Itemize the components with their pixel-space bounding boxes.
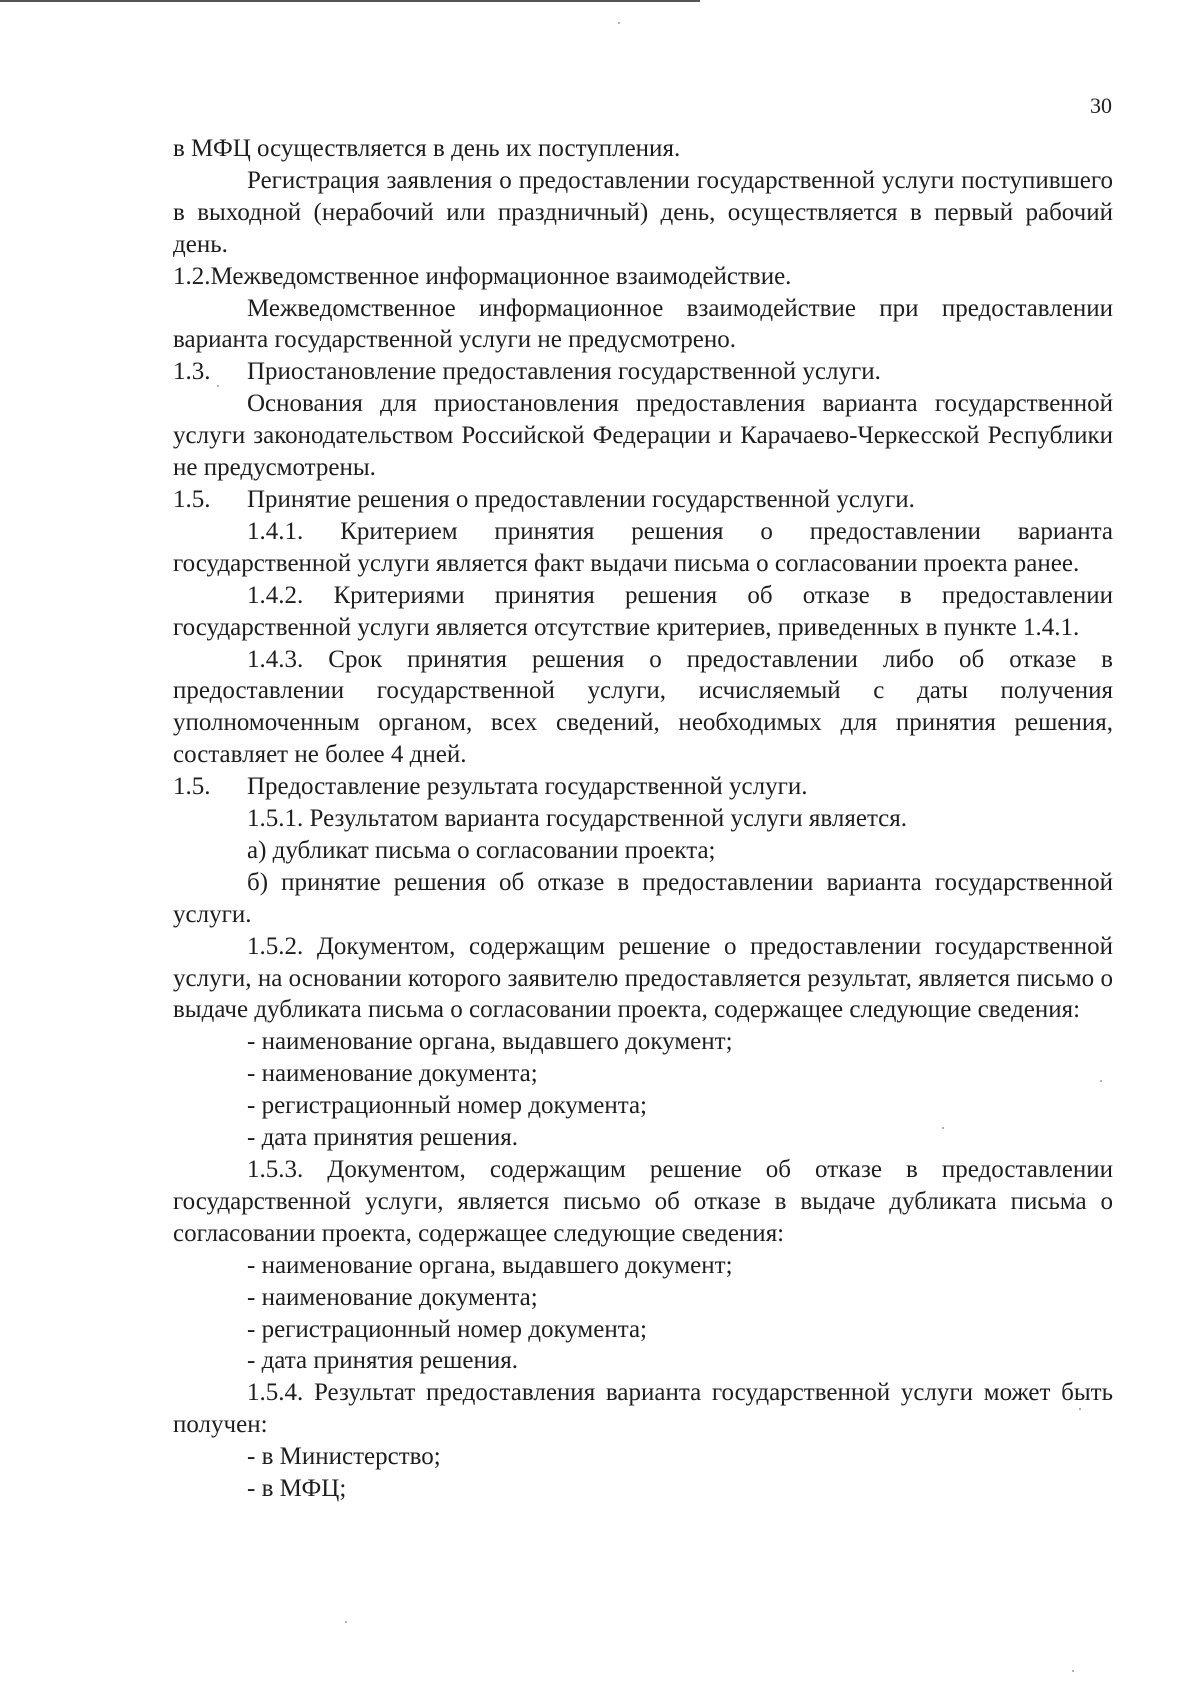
paragraph: [173, 1314, 1113, 1346]
paragraph-text: - регистрационный номер документа;: [247, 1315, 647, 1343]
paragraph: [173, 388, 1113, 484]
paragraph-text: Приостановление предоставления государственной услуги.: [247, 358, 881, 386]
paragraph: [173, 771, 1113, 803]
paragraph-text: - наименование органа, выдавшего документ;: [247, 1028, 733, 1056]
paragraph: [173, 1058, 1113, 1090]
section-number: 1.5.: [173, 773, 211, 801]
paragraph: [173, 1345, 1113, 1377]
paragraph-text: Предоставление результата государственной услуги.: [247, 773, 808, 801]
paragraph: [173, 133, 1113, 165]
paragraph-text: - наименование органа, выдавшего документ;: [247, 1251, 733, 1279]
paragraph-text: - наименование документа;: [247, 1283, 538, 1311]
paragraph-text: 1.2.Межведомственное информационное взаимодействие.: [173, 262, 792, 290]
paragraph-text: а) дубликат письма о согласовании проекта;: [247, 836, 716, 864]
paragraph: [173, 931, 1113, 1027]
paragraph: [173, 1441, 1113, 1473]
paragraph: [173, 867, 1113, 931]
paragraph-text: в МФЦ осуществляется в день их поступления.: [173, 135, 681, 162]
paragraph: [173, 356, 1113, 388]
scan-edge-line: [0, 0, 700, 2]
paragraph-text: Регистрация заявления о предоставлении государственной услуги поступившего в выходной (нерабочий или праздничный) день, осуществляется в первый рабочий день.: [173, 166, 1113, 258]
paragraph: [173, 803, 1113, 835]
paragraph-text: - наименование документа;: [247, 1060, 538, 1088]
paragraph-text: 1.5.4. Результат предоставления варианта государственной услуги может быть получен:: [173, 1379, 1113, 1439]
paragraph-text: Принятие решения о предоставлении государственной услуги.: [247, 485, 915, 513]
paragraph: [173, 1377, 1113, 1441]
paragraph-text: б) принятие решения об отказе в предоставлении варианта государственной услуги.: [173, 868, 1113, 928]
paragraph: [173, 580, 1113, 644]
scan-speck: [345, 1621, 347, 1623]
paragraph-text: 1.4.1. Критерием принятия решения о предоставлении варианта государственной услуги является факт выдачи письма о согласовании проекта ранее.: [173, 517, 1113, 577]
paragraph-text: 1.4.3. Срок принятия решения о предоставлении либо об отказе в предоставлении государственной услуги, исчисляемый с даты получения уполномоченным органом, всех сведений, необходимых для принятия решения, составляет не более 4 дней.: [173, 645, 1113, 769]
paragraph-text: - регистрационный номер документа;: [247, 1092, 647, 1120]
section-number: 1.3.: [173, 358, 211, 386]
paragraph: [173, 644, 1113, 772]
paragraph: [173, 1026, 1113, 1058]
paragraph-text: - в МФЦ;: [247, 1475, 347, 1503]
paragraph-text: - в Министерство;: [247, 1443, 441, 1471]
paragraph-text: Межведомственное информационное взаимодействие при предоставлении варианта государственной услуги не предусмотрено.: [173, 294, 1113, 354]
paragraph: [173, 1282, 1113, 1314]
paragraph-text: 1.5.3. Документом, содержащим решение об отказе в предоставлении государственной услуги, является письмо об отказе в выдаче дубликата письма о согласовании проекта, содержащее следующие сведения:: [173, 1156, 1113, 1247]
paragraph: [173, 835, 1113, 867]
page-number: 30: [1090, 93, 1112, 118]
paragraph-text: 1.5.2. Документом, содержащим решение о предоставлении государственной услуги, на основании которого заявителю предоставляется результат, является письмо о выдаче дубликата письма о согласовании проекта, содержащее следующие сведения:: [173, 932, 1113, 1024]
scan-speck: [1072, 1670, 1074, 1672]
paragraph: [173, 1154, 1113, 1250]
paragraph-text: 1.4.2. Критериями принятия решения об отказе в предоставлении государственной услуги является отсутствие критериев, приведенных в пункте 1.4.1.: [173, 581, 1113, 641]
paragraph-text: - дата принятия решения.: [247, 1124, 518, 1152]
paragraph-text: 1.5.1. Результатом варианта государственной услуги является.: [247, 805, 908, 833]
paragraph: [173, 1473, 1113, 1505]
paragraph-text: Основания для приостановления предоставления варианта государственной услуги законодательством Российской Федерации и Карачаево-Черкесской Республики не предусмотрены.: [173, 390, 1113, 482]
paragraph: [173, 516, 1113, 580]
paragraph: [173, 1090, 1113, 1122]
paragraph: [173, 484, 1113, 516]
paragraph: [173, 165, 1113, 261]
paragraph: [173, 293, 1113, 357]
scan-speck: [618, 22, 620, 24]
paragraph: [173, 1250, 1113, 1282]
paragraph-text: - дата принятия решения.: [247, 1347, 518, 1375]
paragraph: [173, 1122, 1113, 1154]
document-body: [173, 133, 1113, 1505]
section-number: 1.5.: [173, 485, 211, 513]
paragraph: [173, 261, 1113, 293]
